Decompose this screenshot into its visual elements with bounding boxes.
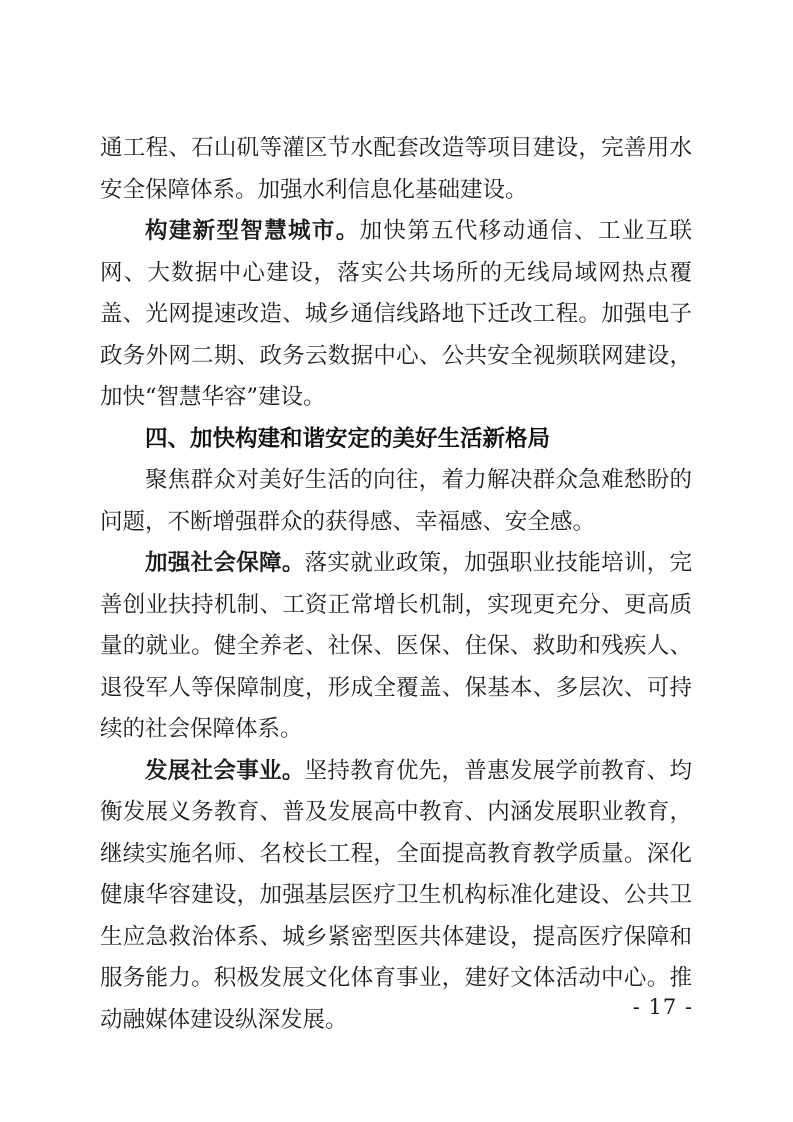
paragraph-focus-masses bbox=[100, 460, 692, 543]
paragraph-text: 聚焦群众对美好生活的向往，着力解决群众急难愁盼的问题，不断增强群众的获得感、幸福感、安全感。 bbox=[100, 467, 692, 535]
paragraph-text: 坚持教育优先，普惠发展学前教育、均衡发展义务教育、普及发展高中教育、内涵发展职业教育，继续实施名师、名校长工程，全面提高教育教学质量。深化健康华容建设，加强基层医疗卫生机构标准化建设、公共卫生应急救治体系、城乡紧密型医共体建设，提高医疗保障和服务能力。积极发展文化体育事业，建好文体活动中心。推动融媒体建设纵深发展。 bbox=[100, 757, 692, 1033]
paragraph-social-security bbox=[100, 543, 692, 751]
page-number-label: - 17 - bbox=[632, 995, 693, 1019]
paragraph-lead: 加强社会保障。 bbox=[145, 550, 305, 576]
paragraph-text: 落实就业政策，加强职业技能培训，完善创业扶持机制、工资正常增长机制，实现更充分、更高质量的就业。健全养老、社保、医保、住保、救助和残疾人、退役军人等保障制度，形成全覆盖、保基本、多层次、可持续的社会保障体系。 bbox=[100, 550, 692, 742]
paragraph-text: 加快第五代移动通信、工业互联网、大数据中心建设，落实公共场所的无线局域网热点覆盖、光网提速改造、城乡通信线路地下迁改工程。加强电子政务外网二期、政务云数据中心、公共安全视频联网建设，加快“智慧华容”建设。 bbox=[100, 218, 692, 410]
paragraph-lead: 构建新型智慧城市。 bbox=[145, 218, 360, 244]
paragraph-lead: 发展社会事业。 bbox=[145, 757, 305, 784]
page-number bbox=[0, 995, 793, 1019]
paragraph-smart-city bbox=[100, 211, 692, 419]
paragraph-text: 通工程、石山矶等灌区节水配套改造等项目建设，完善用水安全保障体系。加强水利信息化基础建设。 bbox=[100, 135, 692, 203]
paragraph-water-project bbox=[100, 128, 692, 211]
page-content bbox=[100, 128, 692, 1041]
section-heading: 四、加快构建和谐安定的美好生活新格局 bbox=[145, 425, 551, 452]
